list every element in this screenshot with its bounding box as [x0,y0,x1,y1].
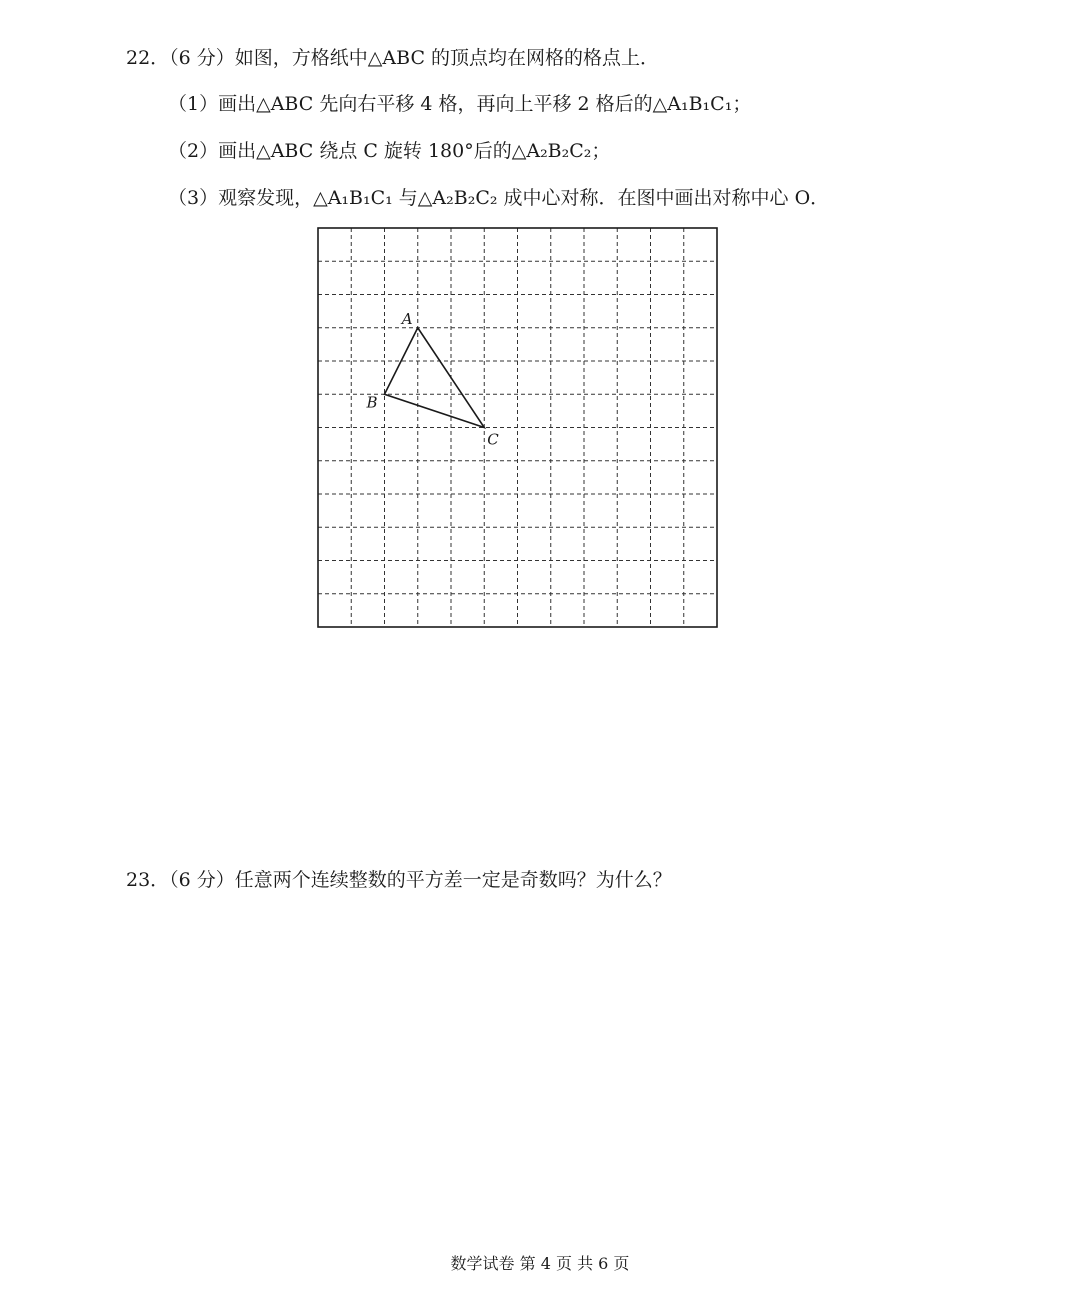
triangle-abc [385,328,485,428]
vertex-label-c: C [487,430,499,449]
grid-lines [318,228,717,627]
question-23-header: 23．（6 分）任意两个连续整数的平方差一定是奇数吗？为什么？ [126,869,672,891]
grid-figure [316,226,720,630]
vertex-label-a: A [401,309,413,328]
vertex-label-b: B [366,393,378,412]
question-22-header: 22．（6 分）如图，方格纸中△ABC 的顶点均在网格的格点上． [126,47,660,69]
page-footer: 数学试卷 第 4 页 共 6 页 [450,1254,630,1273]
question-22-part-1: （1）画出△ABC 先向右平移 4 格，再向上平移 2 格后的△A₁B₁C₁； [168,93,752,115]
question-22-part-3: （3）观察发现，△A₁B₁C₁ 与△A₂B₂C₂ 成中心对称．在图中画出对称中心 O． [168,187,830,209]
question-22-part-2: （2）画出△ABC 绕点 C 旋转 180°后的△A₂B₂C₂； [168,140,611,162]
